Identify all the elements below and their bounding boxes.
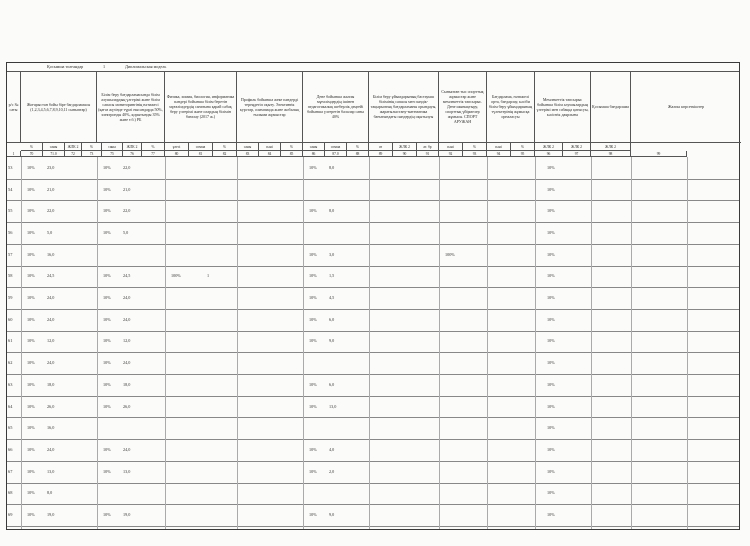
table-cell: 10% <box>309 512 317 518</box>
header-col-8: Бағдарлама, нәтижелі орта, бағдарлау, кәсіби білім беру ұйымдарының түлектерінің жұмысқа орналасуы <box>487 71 535 143</box>
grid-line <box>687 157 688 529</box>
table-cell: 6,0 <box>329 381 335 387</box>
column-number-cell: 98 <box>591 151 631 157</box>
table-cell: 5,0 <box>123 229 129 235</box>
row-divider <box>7 396 739 397</box>
row-number: 64 <box>8 403 13 409</box>
column-number-cell: 86 <box>303 151 325 157</box>
table-cell: 10% <box>547 403 555 409</box>
table-cell: 10% <box>27 446 35 452</box>
table-cell: 26,0 <box>47 403 55 409</box>
table-cell: 10% <box>309 381 317 387</box>
subheader-cell: ЖЛК 2 <box>563 143 591 151</box>
table-cell: 10% <box>103 381 111 387</box>
table-cell: 4,0 <box>329 446 335 452</box>
row-number: 62 <box>8 360 13 366</box>
header-col-10: Қосымша бағдарлама <box>591 71 631 143</box>
subheader-cell: % <box>463 143 487 151</box>
subheader-cell: пәні <box>259 143 281 151</box>
row-number: 53 <box>8 164 13 170</box>
row-divider <box>7 331 739 332</box>
subheader-cell: пәні <box>439 143 463 151</box>
title-label-c: Дипломальская модель <box>125 64 167 69</box>
row-divider <box>7 179 739 180</box>
subheader-cell: саны <box>102 143 123 151</box>
subheader-cell: % <box>281 143 303 151</box>
subheader-cell: ЖЛК 2 <box>591 143 631 151</box>
table-cell: 10% <box>309 446 317 452</box>
column-number-cell: 83 <box>237 151 259 157</box>
table-cell: 10% <box>27 338 35 344</box>
header-col-11: Жалпы көрсеткіштер <box>631 71 741 143</box>
header-col-6: Білім беру ұйымдарының бастауыш білімінің сапасы мен пәндік-тақырыптық бағдарламаны орындауы, жаратылыстану-математика бағытындағы пәндердің оқытылуы <box>369 71 439 143</box>
row-number: 65 <box>8 425 13 431</box>
grid-line <box>97 157 98 529</box>
column-number-cell: 81 <box>189 151 213 157</box>
table-cell: 10% <box>27 468 35 474</box>
table-cell: 10% <box>547 360 555 366</box>
subheader-cell: % <box>21 143 43 151</box>
subheader-cell: ЖЛК 2 <box>123 143 142 151</box>
table-cell: 10% <box>547 273 555 279</box>
header-rowno: р/с № саты <box>7 71 21 143</box>
table-cell: 3,0 <box>329 251 335 257</box>
subheader-cell: ЖЛК 2 <box>535 143 563 151</box>
table-cell: 10% <box>103 360 111 366</box>
table-cell: 10% <box>27 316 35 322</box>
table-cell: 10% <box>103 468 111 474</box>
table-cell: 24,5 <box>47 273 55 279</box>
column-number-cell: 94 <box>487 151 511 157</box>
table-cell: 10% <box>27 186 35 192</box>
column-number-cell: 87.0 <box>325 151 347 157</box>
column-number-cell: 91 <box>417 151 439 157</box>
table-cell: 19,0 <box>47 512 55 518</box>
table-cell: 10% <box>309 295 317 301</box>
column-number-cell: 72 <box>65 151 82 157</box>
row-divider <box>7 504 739 505</box>
title-label-a: Қосымша толғандар <box>47 64 84 69</box>
table-cell: 6,0 <box>329 316 335 322</box>
row-number: 56 <box>8 229 13 235</box>
column-number-cell: 92 <box>439 151 463 157</box>
grid-line <box>369 157 370 529</box>
table-cell: 26,0 <box>123 403 131 409</box>
grid-line <box>535 157 536 529</box>
header-col-4: Профиль бойынша жеке пәндерді тереңдетіп оқыту. Элективтік курстар, олимпиада және жобалық ғылыми жұмыстар <box>237 71 303 143</box>
grid-line <box>237 157 238 529</box>
table-cell: 10% <box>547 186 555 192</box>
row-divider <box>7 287 739 288</box>
column-number-cell: 70 <box>21 151 43 157</box>
table-cell: 10% <box>547 251 555 257</box>
table-cell: 10% <box>103 316 111 322</box>
table-cell: 10% <box>103 295 111 301</box>
table-cell: 13,0 <box>123 468 131 474</box>
table-cell: 10% <box>547 229 555 235</box>
table-cell: 10% <box>27 403 35 409</box>
table-cell: 10% <box>309 403 317 409</box>
table-cell: 10% <box>103 208 111 214</box>
table-cell: 18,0 <box>123 381 131 387</box>
row-divider <box>7 439 739 440</box>
table-cell: 23,0 <box>47 164 55 170</box>
table-cell: 10% <box>103 338 111 344</box>
row-divider <box>7 244 739 245</box>
spreadsheet-page <box>6 62 740 530</box>
table-cell: 100% <box>445 251 455 257</box>
table-cell: 10% <box>547 164 555 170</box>
header-col-9: Мемлекеттік тапсырыс бойынша білім алушылардың үлгерімі мен сабаққа қатысуы, кәсіптік даярлығы <box>535 71 591 143</box>
table-cell: 8,0 <box>329 164 335 170</box>
subheader-cell: % <box>213 143 237 151</box>
column-number-cell: 84 <box>259 151 281 157</box>
table-cell: 10% <box>547 468 555 474</box>
subheader-cell: ұлесі <box>165 143 189 151</box>
table-cell: 10% <box>547 425 555 431</box>
table-cell: 10% <box>27 164 35 170</box>
column-number-cell: 95 <box>511 151 535 157</box>
subheader-cell: ЖЛК 2 <box>65 143 82 151</box>
row-divider <box>7 417 739 418</box>
title-label-b: 1 <box>103 64 106 69</box>
subheader-cell: саны <box>237 143 259 151</box>
table-cell: 9,0 <box>329 512 335 518</box>
row-number: 55 <box>8 208 13 214</box>
table-cell: 5,0 <box>47 229 53 235</box>
subheader-cell: сомма <box>325 143 347 151</box>
grid-line <box>303 157 304 529</box>
table-cell: 2,0 <box>329 468 335 474</box>
column-number-cell: 80 <box>165 151 189 157</box>
table-cell: 12,0 <box>123 338 131 344</box>
table-cell: 10% <box>309 164 317 170</box>
row-divider <box>7 266 739 267</box>
table-cell: 10% <box>547 316 555 322</box>
row-divider <box>7 222 739 223</box>
table-cell: 10% <box>27 295 35 301</box>
row-number: 67 <box>8 468 13 474</box>
subheader-cell: ЖЛК 2 <box>393 143 417 151</box>
column-number-cell: 93 <box>463 151 487 157</box>
table-cell: 9,0 <box>329 338 335 344</box>
table-cell: 10% <box>103 186 111 192</box>
table-cell: 19,0 <box>123 512 131 518</box>
table-cell: 24,0 <box>47 295 55 301</box>
header-col-1: Жоғарыстан бойы біре багдарламасы (1,2,3,4,5,6,7,8,9,10,11 сыныптар) <box>21 71 97 143</box>
column-number-cell: 97 <box>563 151 591 157</box>
header-col-7: Сыныптан тыс спорттық жұмыстар және мемлекеттік тапсырыс. Дене шынықтыру, спорттық үйірмелер жұмысы. СПОРТ АРУЖАН <box>439 71 487 143</box>
header-col-3: Физика, химия, биология, информатика пәндері бойынша білім беретін мұғалімдердің санатына қарай сабақ беру үлгерімі және олардың білімін бағалау (2017 ж.) <box>165 71 237 143</box>
subheader-cell: % <box>82 143 102 151</box>
row-number: 69 <box>8 512 13 518</box>
row-number: 59 <box>8 295 13 301</box>
table-cell: 10% <box>27 208 35 214</box>
table-cell: 13,0 <box>329 403 337 409</box>
row-number: 58 <box>8 273 13 279</box>
table-cell: 100% <box>171 273 181 279</box>
row-divider <box>7 309 739 310</box>
column-number-cell: 96 <box>535 151 563 157</box>
table-cell: 10% <box>309 208 317 214</box>
table-cell: 10% <box>103 229 111 235</box>
table-cell: 22,0 <box>47 208 55 214</box>
row-divider <box>7 374 739 375</box>
table-cell: 10% <box>309 468 317 474</box>
column-number-cell: 1 <box>7 151 21 157</box>
row-number: 68 <box>8 490 13 496</box>
table-cell: 10% <box>103 403 111 409</box>
row-divider <box>7 352 739 353</box>
table-cell: 10% <box>547 381 555 387</box>
table-cell: 10% <box>27 512 35 518</box>
table-cell: 16,0 <box>47 251 55 257</box>
table-cell: 8,0 <box>329 208 335 214</box>
table-cell: 10% <box>309 273 317 279</box>
grid-line <box>631 157 632 529</box>
header-col-5: Дене бойынша жалпы мұғалімдердің ішінен педагогикалық шеберлік деңгейі бойынша үлгеретін балалар саны 40% <box>303 71 369 143</box>
subheader-cell: ат <box>369 143 393 151</box>
table-cell: 10% <box>103 273 111 279</box>
subheader-cell: саны <box>303 143 325 151</box>
subheader-cell: пәні <box>487 143 511 151</box>
column-number-cell: 77 <box>142 151 165 157</box>
table-cell: 10% <box>27 251 35 257</box>
table-cell: 24,0 <box>123 360 131 366</box>
column-number-cell: 71.0 <box>43 151 65 157</box>
table-cell: 4,5 <box>329 295 335 301</box>
table-cell: 10% <box>27 490 35 496</box>
subheader-cell: % <box>511 143 535 151</box>
table-cell: 10% <box>27 360 35 366</box>
subheader-cell: % <box>142 143 165 151</box>
column-number-cell: 73 <box>82 151 102 157</box>
row-divider <box>7 526 739 527</box>
row-divider <box>7 483 739 484</box>
table-cell: 18,0 <box>47 381 55 387</box>
column-number-cell: 89 <box>369 151 393 157</box>
table-cell: 10% <box>27 425 35 431</box>
table-cell: 1,5 <box>329 273 335 279</box>
row-divider <box>7 461 739 462</box>
grid-line <box>487 157 488 529</box>
column-number-cell: 76 <box>123 151 142 157</box>
table-cell: 24,0 <box>123 316 131 322</box>
table-cell: 10% <box>309 338 317 344</box>
table-cell: 22,0 <box>123 208 131 214</box>
table-cell: 8,0 <box>47 490 53 496</box>
row-number: 54 <box>8 186 13 192</box>
table-cell: 21,0 <box>123 186 131 192</box>
table-cell: 21,0 <box>47 186 55 192</box>
table-cell: 24,0 <box>123 446 131 452</box>
table-cell: 24,5 <box>123 273 131 279</box>
grid-line <box>439 157 440 529</box>
row-number: 66 <box>8 446 13 452</box>
table-cell: 10% <box>103 164 111 170</box>
table-cell: 24,0 <box>123 295 131 301</box>
row-number: 63 <box>8 381 13 387</box>
table-cell: 10% <box>103 446 111 452</box>
table-cell: 10% <box>547 446 555 452</box>
column-number-cell: 85 <box>281 151 303 157</box>
table-cell: 24,0 <box>47 446 55 452</box>
header-col-2: Білім беру бағдарламасында білім алушылардың үлгерімі және білім сапасы мониторингінің нәтижесі (қағаз жүзінде түрлі нысандарда 50%, электронды 40%, қорытынды 35% және т.б.) РБ <box>97 71 165 143</box>
table-cell: 12,0 <box>47 338 55 344</box>
table-cell: 10% <box>547 338 555 344</box>
table-cell: 13,0 <box>47 468 55 474</box>
column-number-cell: 82 <box>213 151 237 157</box>
column-number-cell: 75 <box>102 151 123 157</box>
table-cell: 10% <box>27 273 35 279</box>
column-number-cell: 90 <box>393 151 417 157</box>
table-cell: 10% <box>103 512 111 518</box>
column-number-cell: 88 <box>347 151 369 157</box>
table-cell: 10% <box>547 295 555 301</box>
table-cell: 10% <box>547 208 555 214</box>
row-divider <box>7 200 739 201</box>
row-number: 60 <box>8 316 13 322</box>
table-cell: 1 <box>207 273 210 279</box>
table-cell: 16,0 <box>47 425 55 431</box>
table-cell: 10% <box>309 316 317 322</box>
table-cell: 10% <box>27 229 35 235</box>
subheader-cell: саны <box>43 143 65 151</box>
grid-line <box>591 157 592 529</box>
row-number: 61 <box>8 338 13 344</box>
subheader-cell: ат. бр <box>417 143 439 151</box>
table-cell: 10% <box>547 512 555 518</box>
subheader-cell: % <box>347 143 369 151</box>
row-number: 57 <box>8 251 13 257</box>
subheader-cell: сомма <box>189 143 213 151</box>
column-number-cell: 99 <box>631 151 687 157</box>
table-cell: 22,0 <box>123 164 131 170</box>
table-cell: 10% <box>27 381 35 387</box>
grid-line <box>21 157 22 529</box>
grid-line <box>165 157 166 529</box>
table-cell: 24,0 <box>47 360 55 366</box>
table-cell: 10% <box>309 251 317 257</box>
table-cell: 24,0 <box>47 316 55 322</box>
table-cell: 10% <box>547 490 555 496</box>
